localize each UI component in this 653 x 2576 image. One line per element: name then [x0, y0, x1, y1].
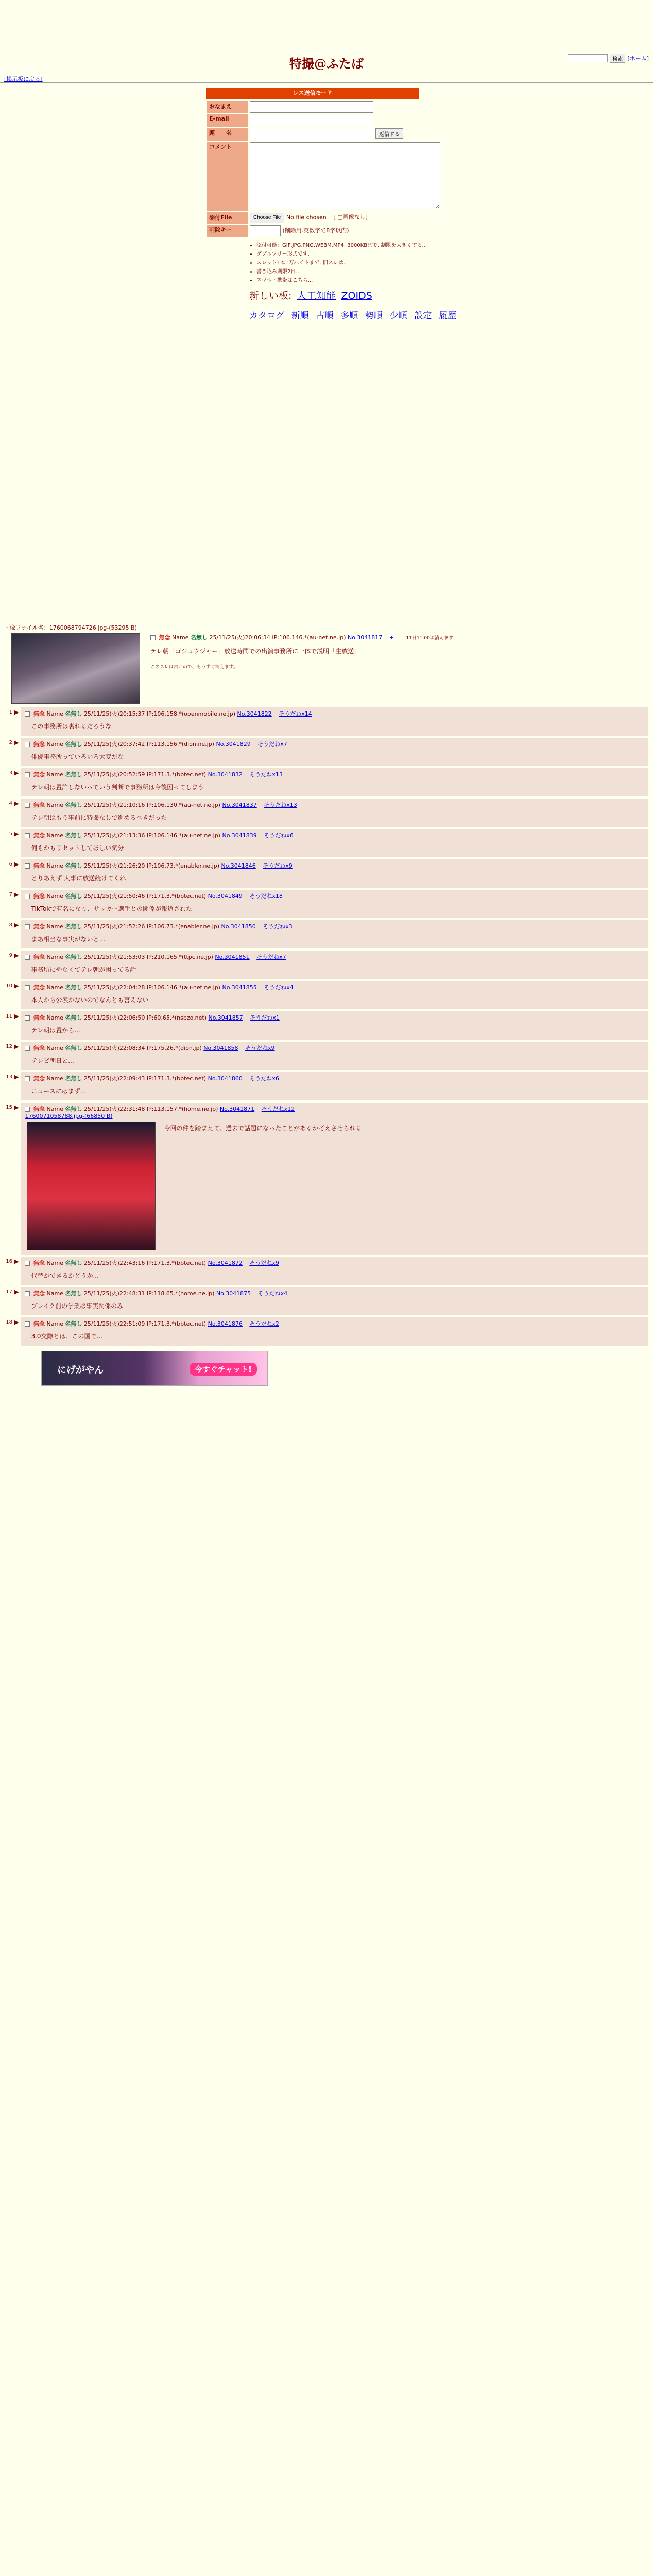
- reply-body: テレビ朝日と...: [31, 1057, 74, 1064]
- reply-row: [4, 1011, 648, 1040]
- reply-name-label: Name: [46, 1075, 63, 1082]
- home-link[interactable]: [ホーム]: [627, 55, 649, 62]
- reply-number[interactable]: No.3041850: [221, 923, 256, 930]
- reply-body: TikTokで有名になり、サッカー選手との関係が報道された: [31, 905, 193, 912]
- delete-checkbox[interactable]: [25, 1015, 30, 1021]
- reply-nick: 名無し: [65, 1075, 82, 1082]
- reply-number[interactable]: No.3041846: [221, 862, 256, 869]
- reply-arrow: ▶: [14, 709, 19, 716]
- reply-nick: 名無し: [65, 984, 82, 991]
- reply-row: [4, 981, 648, 1009]
- reply-date: 25/11/25(火)22:09:43 IP:171.3.*(bbtec.net): [83, 1075, 207, 1082]
- reply-nick: 名無し: [65, 954, 82, 960]
- reply-number[interactable]: No.3041849: [208, 893, 243, 900]
- top-bar: [0, 0, 653, 76]
- reply-index: 13: [6, 1074, 12, 1080]
- reply-subject: 無念: [33, 893, 45, 900]
- search-button[interactable]: 検索: [610, 54, 625, 63]
- op-thumbnail[interactable]: [11, 633, 140, 704]
- reply-index: 8: [9, 922, 12, 928]
- reply-index: 15: [6, 1105, 12, 1110]
- reply-post: [21, 768, 648, 796]
- file-label: 添付File: [207, 212, 248, 224]
- reply-subject: 無念: [33, 1106, 45, 1112]
- reply-body: 何もかもリセットしてほしい気分: [31, 844, 124, 852]
- reply-body: ニュースにはまず...: [31, 1088, 87, 1095]
- nav-new[interactable]: 新順: [291, 310, 309, 321]
- reply-arrow: ▶: [14, 952, 19, 959]
- reply-sod[interactable]: そうだねx9: [245, 1045, 275, 1052]
- reply-arrow: ▶: [14, 739, 19, 746]
- name-label: おなまえ: [207, 101, 248, 113]
- reply-name-label: Name: [46, 1106, 63, 1112]
- reply-nick: 名無し: [65, 862, 82, 869]
- reply-sod[interactable]: そうだねx4: [257, 1290, 288, 1297]
- reply-header: [25, 1259, 644, 1267]
- reply-number[interactable]: No.3041858: [203, 1045, 238, 1052]
- email-input[interactable]: [250, 115, 373, 126]
- reply-sod[interactable]: そうだねx9: [263, 862, 293, 869]
- reply-row: [4, 859, 648, 888]
- reply-sod[interactable]: そうだねx7: [257, 741, 287, 748]
- reply-row: [4, 768, 648, 796]
- reply-index: 7: [9, 892, 12, 897]
- reply-sod[interactable]: そうだねx13: [249, 771, 283, 778]
- nav-few[interactable]: 少順: [389, 310, 407, 321]
- reply-list: [4, 707, 648, 1100]
- nav-old[interactable]: 古順: [316, 310, 334, 321]
- op-name-label: Name: [172, 634, 189, 641]
- op-subject: 無念: [159, 634, 170, 641]
- reply-subject: 無念: [33, 710, 45, 717]
- file-status: No file chosen: [286, 214, 326, 221]
- op-post: [4, 633, 648, 705]
- reply-nick: 名無し: [65, 1290, 82, 1297]
- reply-row: [4, 707, 648, 736]
- reply-arrow: ▶: [14, 831, 19, 837]
- reply-subject: 無念: [33, 984, 45, 991]
- reply-header: [25, 983, 644, 991]
- reply-number[interactable]: No.3041876: [208, 1320, 243, 1327]
- choose-file-button[interactable]: Choose File: [250, 213, 284, 223]
- op-meta: このスレは古いので、もうすぐ消えます。: [150, 665, 238, 670]
- reply-body: 3.0交際とは、この国で...: [31, 1333, 102, 1340]
- search-input[interactable]: [568, 54, 608, 62]
- subject-label: 題 名: [207, 128, 248, 141]
- delete-checkbox[interactable]: [25, 924, 30, 929]
- reply-index: 4: [9, 801, 12, 806]
- reply-index: 5: [9, 831, 12, 837]
- reply-header: [25, 922, 644, 930]
- reply-date: 25/11/25(火)22:04:28 IP:106.146.*(au-net.ne.jp): [83, 984, 220, 991]
- reply-header: [25, 892, 644, 900]
- reply-subject: 無念: [33, 741, 45, 748]
- reply-arrow: ▶: [14, 982, 19, 989]
- reply-name-label: Name: [46, 862, 63, 869]
- reply-header: [25, 1105, 644, 1113]
- nav-momentum[interactable]: 勢順: [365, 310, 383, 321]
- reply-index: 1: [9, 709, 12, 715]
- reply-row: [4, 738, 648, 766]
- nav-catalog[interactable]: カタログ: [249, 310, 284, 321]
- reply-date: 25/11/25(火)20:52:59 IP:171.3.*(bbtec.net): [83, 771, 207, 778]
- delete-checkbox[interactable]: [25, 1261, 30, 1266]
- reply-subject: 無念: [33, 1260, 45, 1266]
- delete-checkbox[interactable]: [150, 635, 156, 640]
- reply-name-label: Name: [46, 771, 63, 778]
- reply-body: 俳優事務所っていろいろ大変だな: [31, 753, 124, 760]
- reply-arrow: ▶: [14, 1074, 19, 1080]
- rule-item: • スレッド1本1万バイトまで. 旧スレは..: [256, 259, 463, 267]
- reply-date: 25/11/25(火)20:37:42 IP:113.156.*(dion.ne.jp): [83, 741, 214, 748]
- reply-date: 25/11/25(火)21:13:36 IP:106.146.*(au-net.ne.jp): [83, 832, 220, 839]
- reply-sod[interactable]: そうだねx14: [279, 710, 312, 717]
- reply-header: [25, 1044, 644, 1052]
- ad-slot: [206, 381, 447, 515]
- reply-nick: 名無し: [65, 1014, 82, 1021]
- reply-name-label: Name: [46, 984, 63, 991]
- reply-date: 25/11/25(火)22:48:31 IP:118.65.*(home.ne.jp): [83, 1290, 215, 1297]
- reply-index: 10: [6, 983, 12, 989]
- image-reply: [21, 1103, 648, 1255]
- new-board-link[interactable]: ZOIDS: [341, 290, 372, 301]
- reply-arrow: ▶: [14, 800, 19, 807]
- return-link[interactable]: [掲示板に戻る]: [4, 76, 43, 82]
- reply-subject: 無念: [33, 1320, 45, 1327]
- delete-checkbox[interactable]: [25, 833, 30, 838]
- rule-item: • 添付可能：GIF,JPG,PNG,WEBM,MP4. 3000KBまで. 制限を大きくする..: [256, 241, 463, 250]
- banner-row: [35, 1351, 648, 1386]
- reply-name-label: Name: [46, 710, 63, 717]
- delete-checkbox[interactable]: [25, 894, 30, 899]
- reply-body: 今回の件を踏まえて、過去で話題になったことがあるか考えさせられる: [164, 1125, 362, 1132]
- reply-name-label: Name: [46, 1045, 63, 1052]
- op-nick: 名無し: [190, 634, 208, 641]
- reply-number[interactable]: No.3041829: [216, 741, 251, 748]
- delete-checkbox[interactable]: [25, 863, 30, 869]
- rule-item: • ダブルツリー形式です.: [256, 250, 463, 259]
- reply-post: [21, 799, 648, 827]
- reply-arrow: ▶: [14, 922, 19, 928]
- no-image-toggle[interactable]: [ □画像なし]: [333, 214, 368, 221]
- delkey-label: 削除キー: [207, 225, 248, 237]
- reply-header: [25, 801, 644, 809]
- reply-name-label: Name: [46, 1290, 63, 1297]
- divider: [0, 82, 653, 83]
- reply-body: 代替ができるかどうか...: [31, 1272, 99, 1279]
- comment-textarea[interactable]: [250, 142, 440, 209]
- reply-nick: 名無し: [65, 710, 82, 717]
- reply-arrow: ▶: [14, 1104, 19, 1111]
- delete-checkbox[interactable]: [25, 742, 30, 747]
- reply-number[interactable]: No.3041857: [208, 1014, 243, 1021]
- reply-nick: 名無し: [65, 1045, 82, 1052]
- reply-post: [21, 1072, 648, 1100]
- op-body: テレ朝「ゴジュウジャー」放送時間での出演事務所に一体で説明「生放送」: [150, 648, 360, 655]
- reply-body: 本人から公表がないのでなんとも言えない: [31, 996, 149, 1004]
- reply-name-label: Name: [46, 741, 63, 748]
- reply-name-label: Name: [46, 832, 63, 839]
- reply-index: 6: [9, 861, 12, 867]
- delkey-note: (削除用.英数字で8字以内): [282, 227, 349, 234]
- delete-checkbox[interactable]: [25, 1291, 30, 1296]
- reply-row: [4, 920, 648, 948]
- rule-item: • 書き込み期限2日...: [256, 267, 463, 276]
- reply-date: 25/11/25(火)21:50:46 IP:171.3.*(bbtec.net): [83, 893, 207, 900]
- reply-arrow: ▶: [14, 1043, 19, 1050]
- reply-name-label: Name: [46, 1014, 63, 1021]
- nav-settings[interactable]: 設定: [414, 310, 432, 321]
- reply-number[interactable]: No.3041837: [222, 802, 257, 808]
- reply-header: [25, 1074, 644, 1082]
- file-line[interactable]: 画像ファイル名：1760068794726.jpg-(53295 B): [4, 624, 137, 631]
- reply-post: [21, 859, 648, 888]
- reply-number[interactable]: No.3041872: [208, 1260, 243, 1266]
- op-number[interactable]: No.3041817: [348, 634, 383, 641]
- reply-post: [21, 890, 648, 918]
- rules-list: [249, 241, 463, 285]
- reply-nick: 名無し: [65, 1320, 82, 1327]
- subject-input[interactable]: [250, 129, 373, 140]
- reply-date: 25/11/25(火)22:43:16 IP:171.3.*(bbtec.net): [83, 1260, 207, 1266]
- mode-bar: レス送信モード: [206, 88, 419, 99]
- reply-subject: 無念: [33, 923, 45, 930]
- reply-name-label: Name: [46, 802, 63, 808]
- reply-row: [4, 1072, 648, 1100]
- op-sod[interactable]: +: [389, 634, 394, 641]
- reply-body: まあ相当な事実がないと...: [31, 936, 105, 943]
- thread: [4, 623, 648, 1386]
- reply-row: [4, 951, 648, 979]
- post-form: [206, 88, 463, 321]
- reply-date: 25/11/25(火)21:10:16 IP:106.130.*(au-net.ne.jp): [83, 802, 220, 808]
- reply-row: [4, 890, 648, 918]
- reply-date: 25/11/25(火)21:53:03 IP:210.165.*(ttpc.ne.jp): [83, 954, 213, 960]
- op-date: 25/11/25(火)20:06:34 IP:106.146.*(au-net.ne.jp): [209, 634, 346, 641]
- reply-nick: 名無し: [65, 893, 82, 900]
- reply-row: [4, 799, 648, 827]
- reply-subject: 無念: [33, 1075, 45, 1082]
- reply-body: この事務所は裏れるだろうな: [31, 723, 112, 730]
- reply-sod[interactable]: そうだねx18: [249, 893, 283, 900]
- reply-sod[interactable]: そうだねx4: [264, 984, 294, 991]
- name-input[interactable]: [250, 101, 373, 113]
- reply-subject: 無念: [33, 802, 45, 808]
- reply-subject: 無念: [33, 771, 45, 778]
- reply-body: 事務所にやなくてテレ朝が困ってる話: [31, 966, 136, 973]
- reply-sod[interactable]: そうだねx3: [263, 923, 293, 930]
- reply-sod[interactable]: そうだねx13: [264, 802, 297, 808]
- reply-sod[interactable]: そうだねx6: [249, 1075, 279, 1082]
- reply-number[interactable]: No.3041832: [208, 771, 243, 778]
- reply-index: 11: [6, 1013, 12, 1019]
- site-title: 特撮@ふたば: [289, 56, 364, 71]
- reply-post: [21, 707, 648, 736]
- reply-body: とりあえず 大事に放送続けてくれ: [31, 875, 126, 882]
- delete-checkbox[interactable]: [25, 985, 30, 990]
- reply-subject: 無念: [33, 862, 45, 869]
- reply-arrow: ▶: [14, 1258, 19, 1265]
- reply-date: 25/11/25(火)22:06:50 IP:60.65.*(nsbzo.net): [83, 1014, 207, 1021]
- reply-body: ブレイク前の学業は事実関係のみ: [31, 1302, 124, 1310]
- reply-number[interactable]: No.3041860: [208, 1075, 243, 1082]
- reply-date: 25/11/25(火)22:08:34 IP:175.26.*(dion.jp): [83, 1045, 202, 1052]
- delete-checkbox[interactable]: [25, 772, 30, 777]
- reply-nick: 名無し: [65, 802, 82, 808]
- reply-number[interactable]: No.3041875: [216, 1290, 251, 1297]
- reply-number[interactable]: No.3041871: [219, 1106, 255, 1112]
- form-table: [206, 100, 442, 238]
- reply-post: [21, 1287, 648, 1315]
- reply-sod[interactable]: そうだねx6: [264, 832, 294, 839]
- image-reply-row: [4, 1103, 648, 1255]
- new-boards-row: [249, 288, 463, 302]
- reply-row: [4, 1257, 648, 1285]
- search-area: [568, 54, 649, 63]
- reply-subject: 無念: [33, 832, 45, 839]
- reply-subject: 無念: [33, 1014, 45, 1021]
- nav-history[interactable]: 履歴: [439, 310, 457, 321]
- reply-number[interactable]: No.3041855: [222, 984, 257, 991]
- reply-body: テレ朝はもう事前に特撮なしで進めるべきだった: [31, 814, 167, 821]
- reply-row: [4, 829, 648, 857]
- reply-post: [21, 1042, 648, 1070]
- reply-post: [21, 1011, 648, 1040]
- reply-row: [4, 1042, 648, 1070]
- delete-checkbox[interactable]: [25, 803, 30, 808]
- reply-nick: 名無し: [65, 771, 82, 778]
- reply-index: 18: [6, 1319, 12, 1325]
- reply-index: 16: [6, 1259, 12, 1264]
- reply-index: 17: [6, 1289, 12, 1295]
- reply-arrow: ▶: [14, 861, 19, 868]
- email-label: E-mail: [207, 114, 248, 127]
- reply-arrow: ▶: [14, 1013, 19, 1020]
- reply-sod[interactable]: そうだねx2: [249, 1320, 279, 1327]
- reply-sod[interactable]: そうだねx1: [250, 1014, 280, 1021]
- reply-header: [25, 1319, 644, 1328]
- reply-date: 25/11/25(火)21:26:20 IP:106.73.*(enabler.ne.jp): [83, 862, 220, 869]
- reply-header: [25, 953, 644, 961]
- delkey-input[interactable]: [250, 225, 281, 236]
- reply-date: 25/11/25(火)22:51:09 IP:171.3.*(bbtec.net): [83, 1320, 207, 1327]
- reply-name-label: Name: [46, 1260, 63, 1266]
- catalog-nav: [249, 308, 463, 321]
- nav-many[interactable]: 多順: [340, 310, 358, 321]
- reply-header: [25, 1013, 644, 1022]
- delete-checkbox[interactable]: [25, 1076, 30, 1081]
- new-board-link[interactable]: 人工知能: [297, 290, 336, 301]
- reply-subject: 無念: [33, 1045, 45, 1052]
- reply-index: 2: [9, 740, 12, 745]
- reply-arrow: ▶: [14, 891, 19, 898]
- banner-cta[interactable]: 今すぐチャット!: [190, 1363, 257, 1376]
- reply-post: [21, 920, 648, 948]
- reply-index: 3: [9, 770, 12, 776]
- reply-date: 25/11/25(火)20:15:37 IP:106.158.*(openmobile.ne.jp): [83, 710, 235, 717]
- reply-subject: 無念: [33, 1290, 45, 1297]
- reply-list-2: [4, 1257, 648, 1346]
- reply-nick: 名無し: [65, 741, 82, 748]
- reply-arrow: ▶: [14, 1319, 19, 1326]
- reply-post: [21, 981, 648, 1009]
- reply-number[interactable]: No.3041839: [222, 832, 257, 839]
- reply-header: [25, 831, 644, 839]
- reply-nick: 名無し: [65, 832, 82, 839]
- reply-name-label: Name: [46, 893, 63, 900]
- reply-sod[interactable]: そうだねx12: [261, 1106, 295, 1112]
- reply-post: [21, 738, 648, 766]
- comment-label: コメント: [207, 142, 248, 211]
- reply-image[interactable]: [27, 1122, 156, 1250]
- banner-ad[interactable]: [41, 1351, 268, 1386]
- reply-sod[interactable]: そうだねx9: [249, 1260, 279, 1266]
- reply-number[interactable]: No.3041851: [215, 954, 250, 960]
- reply-post: [21, 829, 648, 857]
- reply-row: [4, 1287, 648, 1315]
- reply-name-label: Name: [46, 954, 63, 960]
- reply-arrow: ▶: [14, 1289, 19, 1295]
- delete-checkbox[interactable]: [25, 1107, 30, 1112]
- reply-name-label: Name: [46, 923, 63, 930]
- reply-nick: 名無し: [65, 923, 82, 930]
- reply-index: 12: [6, 1044, 12, 1049]
- reply-index: 9: [9, 953, 12, 958]
- reply-sod[interactable]: そうだねx7: [256, 954, 286, 960]
- reply-body: テレ朝は置から...: [31, 1027, 80, 1034]
- reply-header: [25, 740, 644, 748]
- reply-name-label: Name: [46, 1320, 63, 1327]
- reply-header: [25, 1289, 644, 1297]
- reply-date: 25/11/25(火)21:52:26 IP:106.73.*(enabler.ne.jp): [83, 923, 220, 930]
- reply-nick: 名無し: [65, 1106, 82, 1112]
- reply-number[interactable]: No.3041822: [237, 710, 272, 717]
- reply-header: [25, 709, 644, 718]
- delete-checkbox[interactable]: [25, 955, 30, 960]
- reply-nick: 名無し: [65, 1260, 82, 1266]
- delete-checkbox[interactable]: [25, 1321, 30, 1327]
- rule-item: • スマホ・携帯はこちら...: [256, 276, 463, 285]
- reply-header: [25, 861, 644, 870]
- reply-body: テレ朝は置許しないっていう判断で事務所は今後困ってしまう: [31, 784, 204, 791]
- banner-tag: にげがやん: [57, 1365, 104, 1376]
- reply-post: [21, 1317, 648, 1346]
- reply-row: [4, 1317, 648, 1346]
- delete-checkbox[interactable]: [25, 711, 30, 717]
- reply-arrow: ▶: [14, 770, 19, 776]
- reply-subject: 無念: [33, 954, 45, 960]
- new-boards-label: 新しい板:: [249, 290, 292, 301]
- op-expire: 11日11:00頃消えます: [406, 636, 453, 641]
- delete-checkbox[interactable]: [25, 1046, 30, 1051]
- reply-file-link[interactable]: 1760071058788.jpg-(66850 B): [25, 1113, 113, 1120]
- reply-post: [21, 1257, 648, 1285]
- reply-header: [25, 770, 644, 778]
- submit-button[interactable]: 返信する: [375, 128, 403, 139]
- reply-date: 25/11/25(火)22:31:48 IP:113.157.*(home.ne.jp): [83, 1106, 218, 1112]
- reply-post: [21, 951, 648, 979]
